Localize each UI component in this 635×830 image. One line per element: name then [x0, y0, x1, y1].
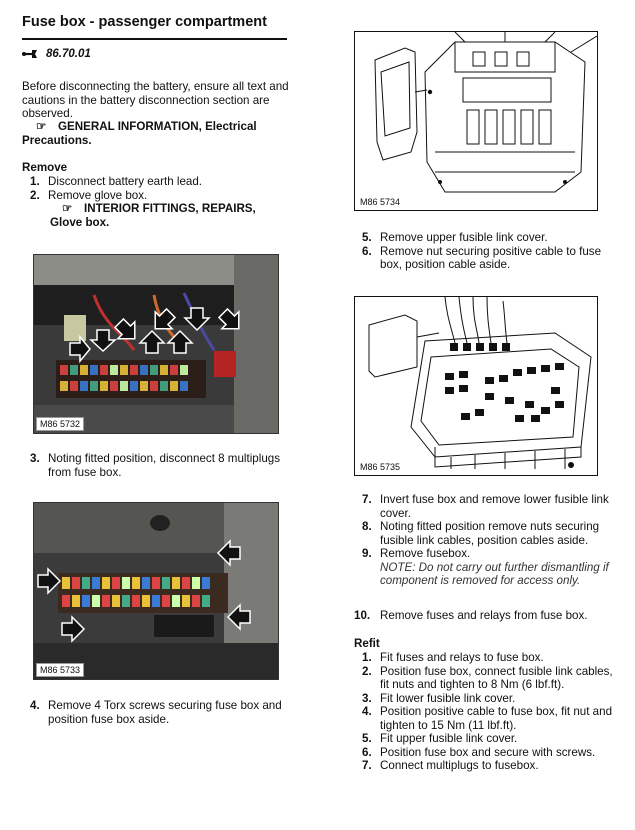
step-number: 6. [362, 745, 372, 759]
figure-caption: M86 5735 [357, 461, 403, 473]
step-text: Position positive cable to fuse box, fit nut and tighten to 15 Nm (11 lbf.ft). [380, 705, 613, 732]
operation-code [22, 48, 91, 60]
step-number: 9. [362, 547, 372, 560]
step-number: 8. [362, 520, 372, 533]
step-text: Remove 4 Torx screws securing fuse box and position fuse box aside. [48, 699, 282, 726]
fuse-box-line-drawing-inverted [355, 297, 597, 475]
step-number: 5. [362, 231, 372, 244]
step-number: 2. [362, 664, 372, 678]
step-text: Fit lower fusible link cover. [380, 691, 516, 705]
step-number: 1. [362, 651, 372, 664]
general-info-reference[interactable] [22, 120, 290, 148]
list-item [354, 231, 616, 245]
step-4-list [22, 699, 290, 726]
note-text: NOTE: Do not carry out further dismantling if component is removed for access only. [380, 560, 609, 587]
figure-m86-5733 [33, 502, 279, 680]
figure-m86-5732 [33, 254, 279, 434]
list-item [354, 705, 616, 732]
page-title: Fuse box - passenger compartment [22, 14, 267, 30]
refit-heading: Refit [354, 637, 380, 650]
step-3-list [22, 452, 290, 479]
fuse-box-removal-photo [34, 503, 278, 679]
list-item [354, 547, 616, 561]
step-text: Position fuse box, connect fusible link cables, fit nuts and tighten to 8 Nm (6 lbf.ft). [380, 664, 613, 691]
figure-m86-5734 [354, 31, 598, 211]
remove-heading: Remove [22, 161, 68, 174]
step-text: Disconnect battery earth lead. [48, 175, 203, 188]
glove-box-reference[interactable] [50, 202, 290, 230]
list-item [354, 732, 616, 746]
list-item [354, 692, 616, 706]
operation-code-text: 86.70.01 [46, 48, 91, 60]
step-text: Connect multiplugs to fusebox. [380, 759, 539, 772]
list-item [354, 759, 616, 773]
step-text: Remove fuses and relays from fuse box. [380, 609, 588, 622]
figure-caption: M86 5733 [36, 663, 84, 677]
step-text: Invert fuse box and remove lower fusible link cover. [380, 493, 609, 520]
step-number: 3. [362, 691, 372, 705]
list-item [22, 189, 290, 203]
list-item [354, 665, 616, 692]
list-item [354, 493, 616, 520]
step-number: 1. [30, 175, 40, 188]
wrench-icon [22, 49, 38, 59]
steps-7-9-list [354, 493, 616, 588]
pointing-hand-icon: ☞ [36, 120, 47, 133]
remove-steps-list [22, 175, 290, 202]
figure-caption: M86 5734 [357, 196, 403, 208]
refit-steps-list [354, 651, 616, 773]
list-item [354, 746, 616, 760]
step-text: Noting fitted position, disconnect 8 multiplugs from fuse box. [48, 452, 281, 479]
step-text: Remove glove box. [48, 188, 148, 202]
step-text: Position fuse box and secure with screws. [380, 745, 596, 759]
list-item [22, 175, 290, 189]
step-text: Remove nut securing positive cable to fuse box, position cable aside. [380, 244, 602, 271]
list-item [22, 452, 290, 479]
step-text: Noting fitted position remove nuts securing fusible link cables, position cables aside. [380, 520, 600, 547]
list-item [354, 520, 616, 547]
step-number: 7. [362, 759, 372, 772]
step-text: Remove fusebox. [380, 547, 471, 560]
step-text: Fit upper fusible link cover. [380, 732, 518, 745]
list-item [354, 561, 616, 588]
list-item [354, 609, 616, 623]
list-item [22, 699, 290, 726]
list-item [354, 245, 616, 272]
step-number: 4. [30, 699, 40, 712]
general-info-reference-text: GENERAL INFORMATION, Electrical Precautions. [22, 120, 257, 147]
step-text: Remove upper fusible link cover. [380, 231, 548, 244]
step-number: 5. [362, 732, 372, 745]
step-10-list [354, 609, 616, 623]
fuse-box-photo [34, 255, 278, 433]
step-number: 7. [362, 493, 372, 506]
steps-5-6-list [354, 231, 616, 272]
figure-caption: M86 5732 [36, 417, 84, 431]
fuse-box-line-drawing-upper [355, 32, 597, 210]
glove-box-reference-text: INTERIOR FITTINGS, REPAIRS, Glove box. [50, 202, 256, 229]
step-number: 6. [362, 244, 372, 258]
intro-text: Before disconnecting the battery, ensure all text and cautions in the battery disconnection section are observed. [22, 80, 289, 120]
list-item [354, 651, 616, 665]
step-number: 3. [30, 452, 40, 465]
step-number: 10. [354, 609, 371, 622]
step-text: Fit fuses and relays to fuse box. [380, 651, 544, 664]
title-rule [22, 38, 287, 40]
step-number: 2. [30, 188, 40, 202]
figure-m86-5735 [354, 296, 598, 476]
pointing-hand-icon: ☞ [62, 202, 73, 215]
step-number: 4. [362, 705, 372, 718]
